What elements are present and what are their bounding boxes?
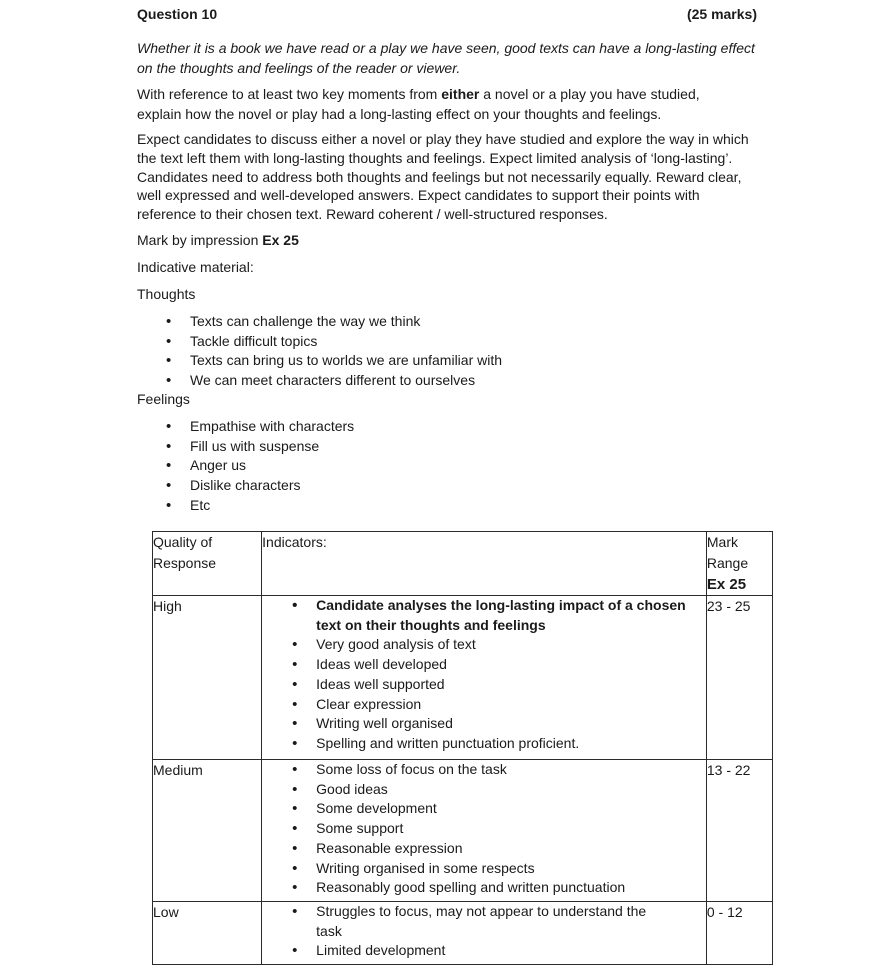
indicators-cell [262, 902, 707, 965]
indicators-list [262, 760, 706, 898]
task-line: explain how the novel or play had a long-lasting effect on your thoughts and feelings. [137, 105, 662, 122]
table-row [153, 596, 773, 760]
marker-guidance [137, 130, 749, 224]
guidance-line: Candidates need to address both thoughts and feelings but not necessarily equally. Reward clear, [137, 168, 742, 185]
list-item: • Reasonable expression [292, 839, 706, 859]
quality-cell: Medium [153, 760, 262, 902]
table-header-row [153, 532, 773, 596]
list-item: • Very good analysis of text [292, 635, 706, 655]
thoughts-list [166, 312, 502, 391]
list-item: • Anger us [166, 456, 354, 476]
indicators-list [262, 902, 706, 961]
feelings-list [166, 417, 354, 516]
list-item: • Writing well organised [292, 714, 706, 734]
list-item: • Some loss of focus on the task [292, 760, 706, 780]
list-item: • Fill us with suspense [166, 437, 354, 457]
indicators-cell [262, 760, 707, 902]
marking-grid-table [152, 531, 773, 965]
header-text: Indicators: [262, 534, 327, 550]
header-mark-range [706, 532, 772, 596]
header-text: Ex 25 [706, 576, 747, 593]
task-instruction [137, 85, 700, 124]
guidance-line: well expressed and well-developed answers. Expect candidates to support their points with [137, 187, 700, 204]
list-item: • Etc [166, 496, 354, 516]
list-item: • Struggles to focus, may not appear to understand the task [292, 902, 646, 941]
header-text: Mark [706, 534, 738, 550]
thoughts-heading: Thoughts [137, 286, 196, 302]
task-text: With reference to at least two key moments from [137, 86, 442, 102]
question-title: Question 10 [137, 6, 218, 22]
mark-by-impression [137, 231, 299, 251]
mark-range-cell: 23 - 25 [706, 596, 772, 760]
question-marks: (25 marks) [686, 6, 757, 22]
mark-range-cell: 0 - 12 [706, 902, 772, 965]
list-item: • Candidate analyses the long-lasting impact of a chosen text on their thoughts and feelings [292, 596, 706, 635]
prompt-line: on the thoughts and feelings of the reader or viewer. [137, 59, 461, 76]
guidance-line: Expect candidates to discuss either a novel or play they have studied and explore the way in which [137, 131, 749, 147]
indicators-cell [262, 596, 707, 760]
quality-cell: High [153, 596, 262, 760]
question-header [137, 5, 757, 25]
feelings-heading: Feelings [137, 391, 190, 407]
list-item: • Ideas well supported [292, 675, 706, 695]
list-item: • Clear expression [292, 695, 706, 715]
question-prompt [137, 39, 755, 78]
list-item: • We can meet characters different to ourselves [166, 371, 502, 391]
mark-value: Ex 25 [262, 232, 299, 248]
list-item: • Spelling and written punctuation proficient. [292, 734, 706, 754]
list-item: • Writing organised in some respects [292, 859, 706, 879]
guidance-line: reference to their chosen text. Reward coherent / well-structured responses. [137, 206, 608, 223]
list-item: • Good ideas [292, 780, 706, 800]
guidance-line: the text left them with long-lasting thoughts and feelings. Expect limited analysis of ‘long-lasting’. [137, 149, 733, 166]
header-indicators [262, 532, 707, 596]
mark-label: Mark by impression [137, 232, 263, 248]
list-item: • Reasonably good spelling and written punctuation [292, 878, 706, 898]
indicative-material-label: Indicative material: [137, 259, 254, 275]
list-item: • Dislike characters [166, 476, 354, 496]
list-item: • Limited development [292, 941, 706, 961]
task-text: a novel or a play you have studied, [479, 86, 700, 102]
mark-range-cell: 13 - 22 [706, 760, 772, 902]
header-text: Range [706, 555, 749, 571]
list-item: • Texts can challenge the way we think [166, 312, 502, 332]
quality-cell: Low [153, 902, 262, 965]
list-item: • Tackle difficult topics [166, 332, 502, 352]
indicators-list [262, 596, 706, 754]
list-item: • Some development [292, 799, 706, 819]
list-item: • Some support [292, 819, 706, 839]
table-row [153, 760, 773, 902]
list-item: • Empathise with characters [166, 417, 354, 437]
header-text: Quality of [153, 534, 213, 550]
task-emphasis: either [441, 86, 480, 102]
list-item: • Ideas well developed [292, 655, 706, 675]
task-line [137, 85, 700, 105]
header-quality [153, 532, 262, 596]
table-row [153, 902, 773, 965]
prompt-line: Whether it is a book we have read or a play we have seen, good texts can have a long-lasting effect [137, 40, 755, 56]
header-text: Response [153, 555, 217, 571]
list-item: • Texts can bring us to worlds we are unfamiliar with [166, 351, 502, 371]
